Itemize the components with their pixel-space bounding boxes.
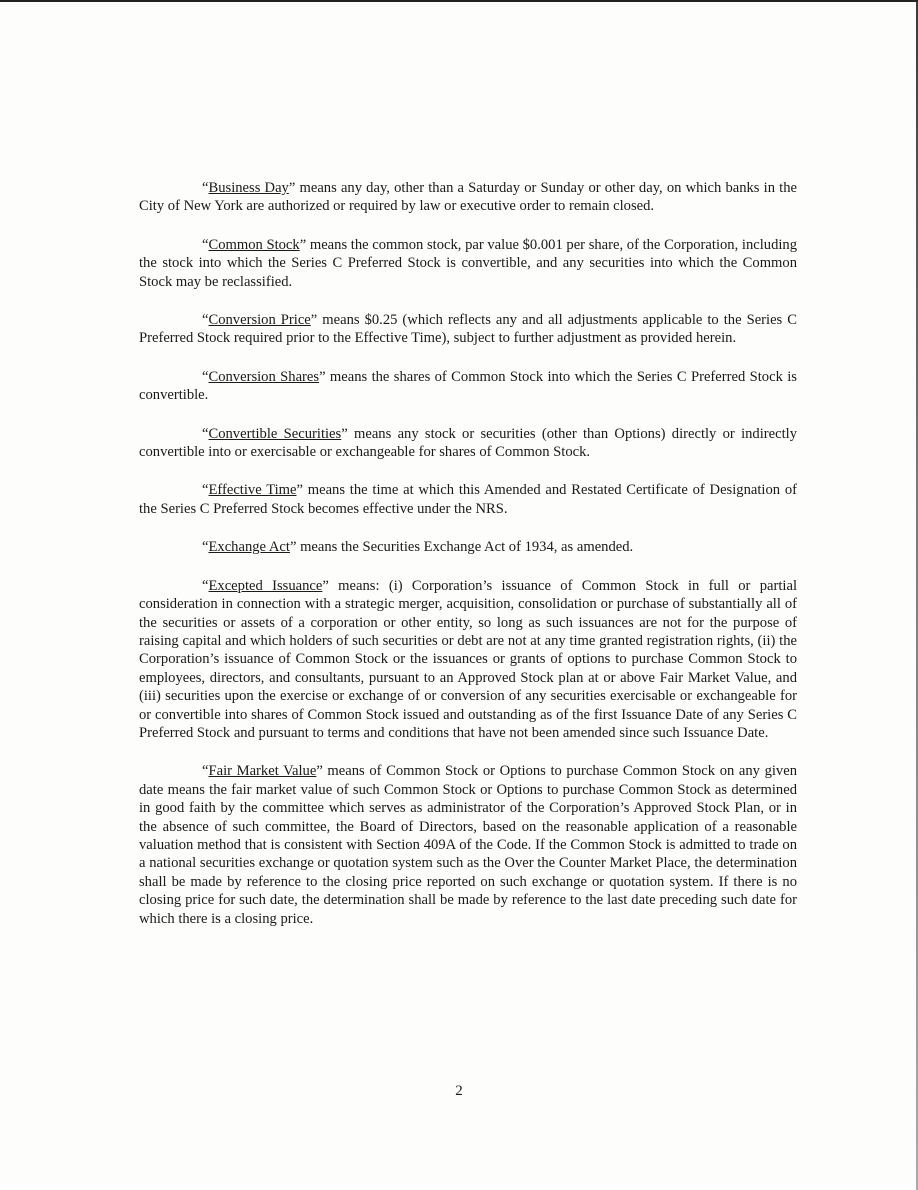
page-number: 2 (455, 1083, 463, 1099)
definition-paragraph: “Conversion Shares” means the shares of Common Stock into which the Series C Preferred Stock is convertible. (139, 368, 797, 404)
defined-term: Convertible Securities (208, 425, 342, 442)
definition-text: means of Common Stock or Options to purchase Common Stock on any given date means the fair market value of such Common Stock or Options to purchase Common Stock as determined in good faith by the committee which serves as administrator of the Corporation’s Approved Stock Plan, or in the absence of such committee, the Board of Directors, based on the reasonable application of a reasonable valuation method that is consistent with Section 409A of the Code. If the Common Stock is admitted to trade on a national securities exchange or quotation system such as the Over the Counter Market Place, the determination shall be made by reference to the closing price reported on such exchange or quotation system. If there is no closing price for such date, the determination shall be made by reference to the last date preceding such date for which there is a closing price. (139, 763, 797, 927)
definition-text: means any stock or securities (other than Options) directly or indirectly convertible into or exercisable or exchangeable for shares of Common Stock. (139, 425, 797, 461)
definition-text: means the common stock, par value $0.001 per share, of the Corporation, including the stock into which the Series C Preferred Stock is convertible, and any securities into which the Common Stock may be reclassified. (139, 236, 798, 290)
definition-paragraph: “Fair Market Value” means of Common Stock or Options to purchase Common Stock on any given date means the fair market value of such Common Stock or Options to purchase Common Stock as determined in good faith by the committee which serves as administrator of the Corporation’s Approved Stock Plan, or in the absence of such committee, the Board of Directors, based on the reasonable application of a reasonable valuation method that is consistent with Section 409A of the Code. If the Common Stock is admitted to trade on a national securities exchange or quotation system such as the Over the Counter Market Place, the determination shall be made by reference to the closing price reported on such exchange or quotation system. If there is no closing price for such date, the determination shall be made by reference to the last date preceding such date for which there is a closing price. (139, 763, 797, 927)
definition-text: means $0.25 (which reflects any and all adjustments applicable to the Series C Preferred Stock required prior to the Effective Time), subject to further adjustment as provided herein. (139, 312, 797, 347)
defined-term: Excepted Issuance (208, 577, 323, 594)
defined-term: Effective Time (208, 482, 297, 499)
definition-paragraph: “Excepted Issuance” means: (i) Corporation’s issuance of Common Stock in full or partial consideration in connection with a strategic merger, acquisition, consolidation or purchase of substantially all of the securities or assets of a corporation or other entity, so long as such issuances are not for the purpose of raising capital and which holders of such securities or debt are not at any time granted registration rights, (ii) the Corporation’s issuance of Common Stock or the issuances or grants of options to purchase Common Stock to employees, directors, and consultants, pursuant to an Approved Stock plan at or above Fair Market Value, and (iii) securities upon the exercise or exchange of or conversion of any securities exercisable or exchangeable for or convertible into shares of Common Stock issued and outstanding as of the first Issuance Date of any Series C Preferred Stock and pursuant to terms and conditions that have not been amended since such Issuance Date. (139, 577, 798, 741)
definition-text: means the time at which this Amended and Restated Certificate of Designation of the Series C Preferred Stock becomes effective under the NRS. (139, 482, 797, 517)
definition-paragraph: “Conversion Price” means $0.25 (which reflects any and all adjustments applicable to the Series C Preferred Stock required prior to the Effective Time), subject to further adjustment as provided herein. (139, 312, 797, 347)
definition-text: means any day, other than a Saturday or Sunday or other day, on which banks in the City of New York are authorized or required by law or executive order to remain closed. (139, 180, 797, 215)
definition-text: means the Securities Exchange Act of 1934, as amended. (296, 539, 634, 556)
definition-paragraph: “Effective Time” means the time at which this Amended and Restated Certificate of Designation of the Series C Preferred Stock becomes effective under the NRS. (139, 482, 797, 517)
defined-term: Conversion Shares (208, 368, 320, 385)
defined-term: Conversion Price (208, 312, 311, 329)
definition-paragraph: “Convertible Securities” means any stock or securities (other than Options) directly or indirectly convertible into or exercisable or exchangeable for shares of Common Stock. (139, 425, 797, 461)
defined-term: Common Stock (208, 236, 300, 253)
definition-text: means the shares of Common Stock into which the Series C Preferred Stock is convertible. (139, 368, 797, 404)
definition-paragraph: “Exchange Act” means the Securities Exchange Act of 1934, as amended. (202, 539, 634, 556)
definitions-body (139, 179, 797, 948)
definition-text: means: (i) Corporation’s issuance of Common Stock in full or partial consideration in connection with a strategic merger, acquisition, consolidation or purchase of substantially all of the securities or assets of a corporation or other entity, so long as such issuances are not for the purpose of raising capital and which holders of such securities or debt are not at any time granted registration rights, (ii) the Corporation’s issuance of Common Stock or the issuances or grants of options to purchase Common Stock to employees, directors, and consultants, pursuant to an Approved Stock plan at or above Fair Market Value, and (iii) securities upon the exercise or exchange of or conversion of any securities exercisable or exchangeable for or convertible into shares of Common Stock issued and outstanding as of the first Issuance Date of any Series C Preferred Stock and pursuant to terms and conditions that have not been amended since such Issuance Date. (139, 577, 798, 741)
definition-paragraph: “Business Day” means any day, other than a Saturday or Sunday or other day, on which banks in the City of New York are authorized or required by law or executive order to remain closed. (139, 180, 797, 215)
defined-term: Fair Market Value (208, 763, 317, 780)
defined-term: Business Day (208, 180, 289, 196)
defined-term: Exchange Act (208, 539, 290, 556)
definition-paragraph: “Common Stock” means the common stock, par value $0.001 per share, of the Corporation, including the stock into which the Series C Preferred Stock is convertible, and any securities into which the Common Stock may be reclassified. (139, 236, 798, 290)
